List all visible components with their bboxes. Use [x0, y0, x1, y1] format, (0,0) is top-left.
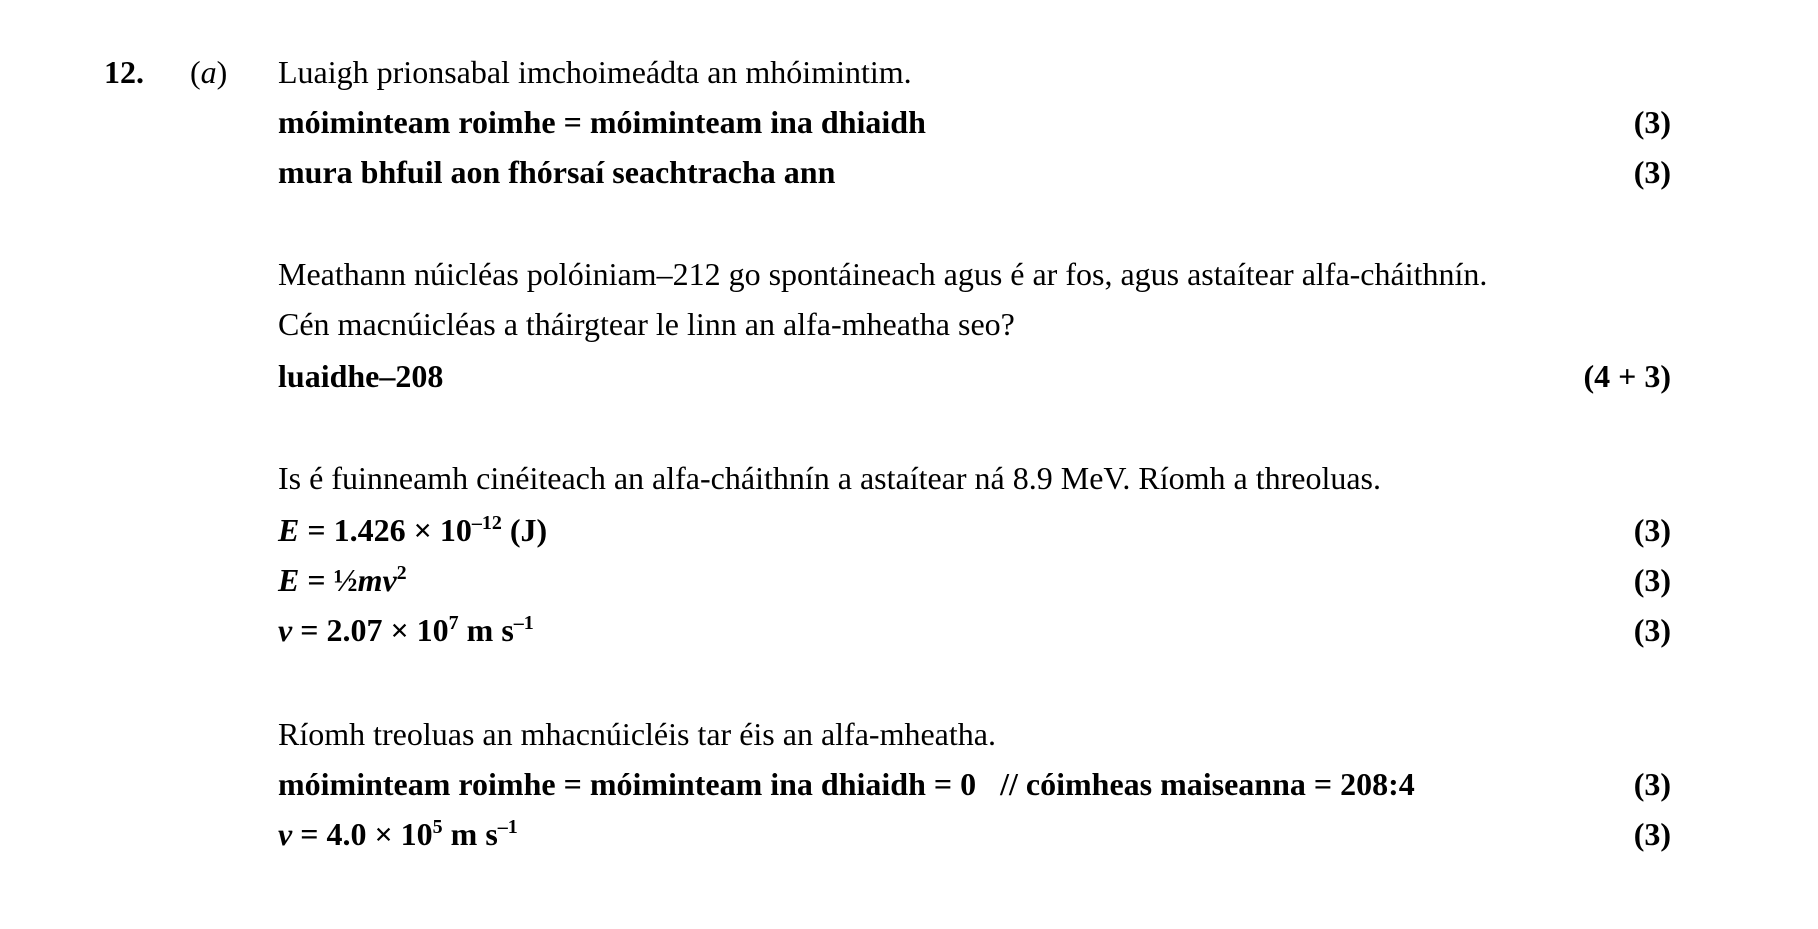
section4-eq-line — [278, 814, 1671, 854]
section4-answer1-marks: (3) — [1633, 766, 1671, 802]
section3-prompt: Is é fuinneamh cinéiteach an alfa-cháithnín a astaítear ná 8.9 MeV. Ríomh a threoluas. — [278, 460, 1381, 496]
section2-prompt-line1 — [278, 254, 1671, 294]
section3-eq2-line — [278, 560, 1671, 600]
section3-eq2-marks: (3) — [1633, 562, 1671, 598]
section2-prompt-2: Cén macnúicléas a tháirgtear le linn an alfa-mheatha seo? — [278, 306, 1015, 342]
section2-prompt-1: Meathann núicléas polóiniam–212 go spontáineach agus é ar fos, agus astaítear alfa-cháithnín. — [278, 256, 1488, 292]
section2-answer-marks: (4 + 3) — [1583, 358, 1671, 394]
section1-prompt: Luaigh prionsabal imchoimeádta an mhóimintim. — [278, 54, 912, 90]
section3-eq1: $E = 1.426 \times 10^{-12}$ (J) — [278, 512, 548, 548]
section1-answer2: mura bhfuil aon fhórsaí seachtracha ann — [278, 154, 836, 190]
section4-eq: $v = 4.0 \times 10^5$ m $s^{-1}$ — [278, 816, 518, 852]
section3-eq3-marks: (3) — [1633, 612, 1671, 648]
section1-prompt-line — [278, 52, 1671, 92]
section2-prompt-line2 — [278, 304, 1671, 344]
section1-answer1: móiminteam roimhe = móiminteam ina dhiaidh — [278, 104, 926, 140]
section3-eq3: $v = 2.07 \times 10^7$ m $s^{-1}$ — [278, 612, 534, 648]
part-letter: a — [200, 54, 217, 90]
section4-eq-marks: (3) — [1633, 816, 1671, 852]
section3-eq2: $E = \frac{1}{2}mv^2$ — [278, 562, 407, 598]
section2-answer-line — [278, 356, 1671, 396]
section1-answer1-line — [278, 102, 1671, 142]
section4-answer1: móiminteam roimhe = móiminteam ina dhiaidh = 0 // cóimheas maiseanna = 208:4 — [278, 766, 1415, 802]
section1-answer1-marks: (3) — [1633, 104, 1671, 140]
section3-prompt-line — [278, 458, 1671, 498]
section1-answer2-marks: (3) — [1633, 154, 1671, 190]
section2-answer: luaidhe–208 — [278, 358, 444, 394]
section4-prompt: Ríomh treoluas an mhacnúicléis tar éis an alfa-mheatha. — [278, 716, 996, 752]
question-number: 12. — [104, 54, 144, 90]
section3-eq1-line — [278, 510, 1671, 550]
section4-prompt-line — [278, 714, 1671, 754]
section3-eq1-marks: (3) — [1633, 512, 1671, 548]
section4-answer1-line — [278, 764, 1671, 804]
question-part-label: (a) — [190, 54, 228, 90]
section1-answer2-line — [278, 152, 1671, 192]
section3-eq3-line — [278, 610, 1671, 650]
